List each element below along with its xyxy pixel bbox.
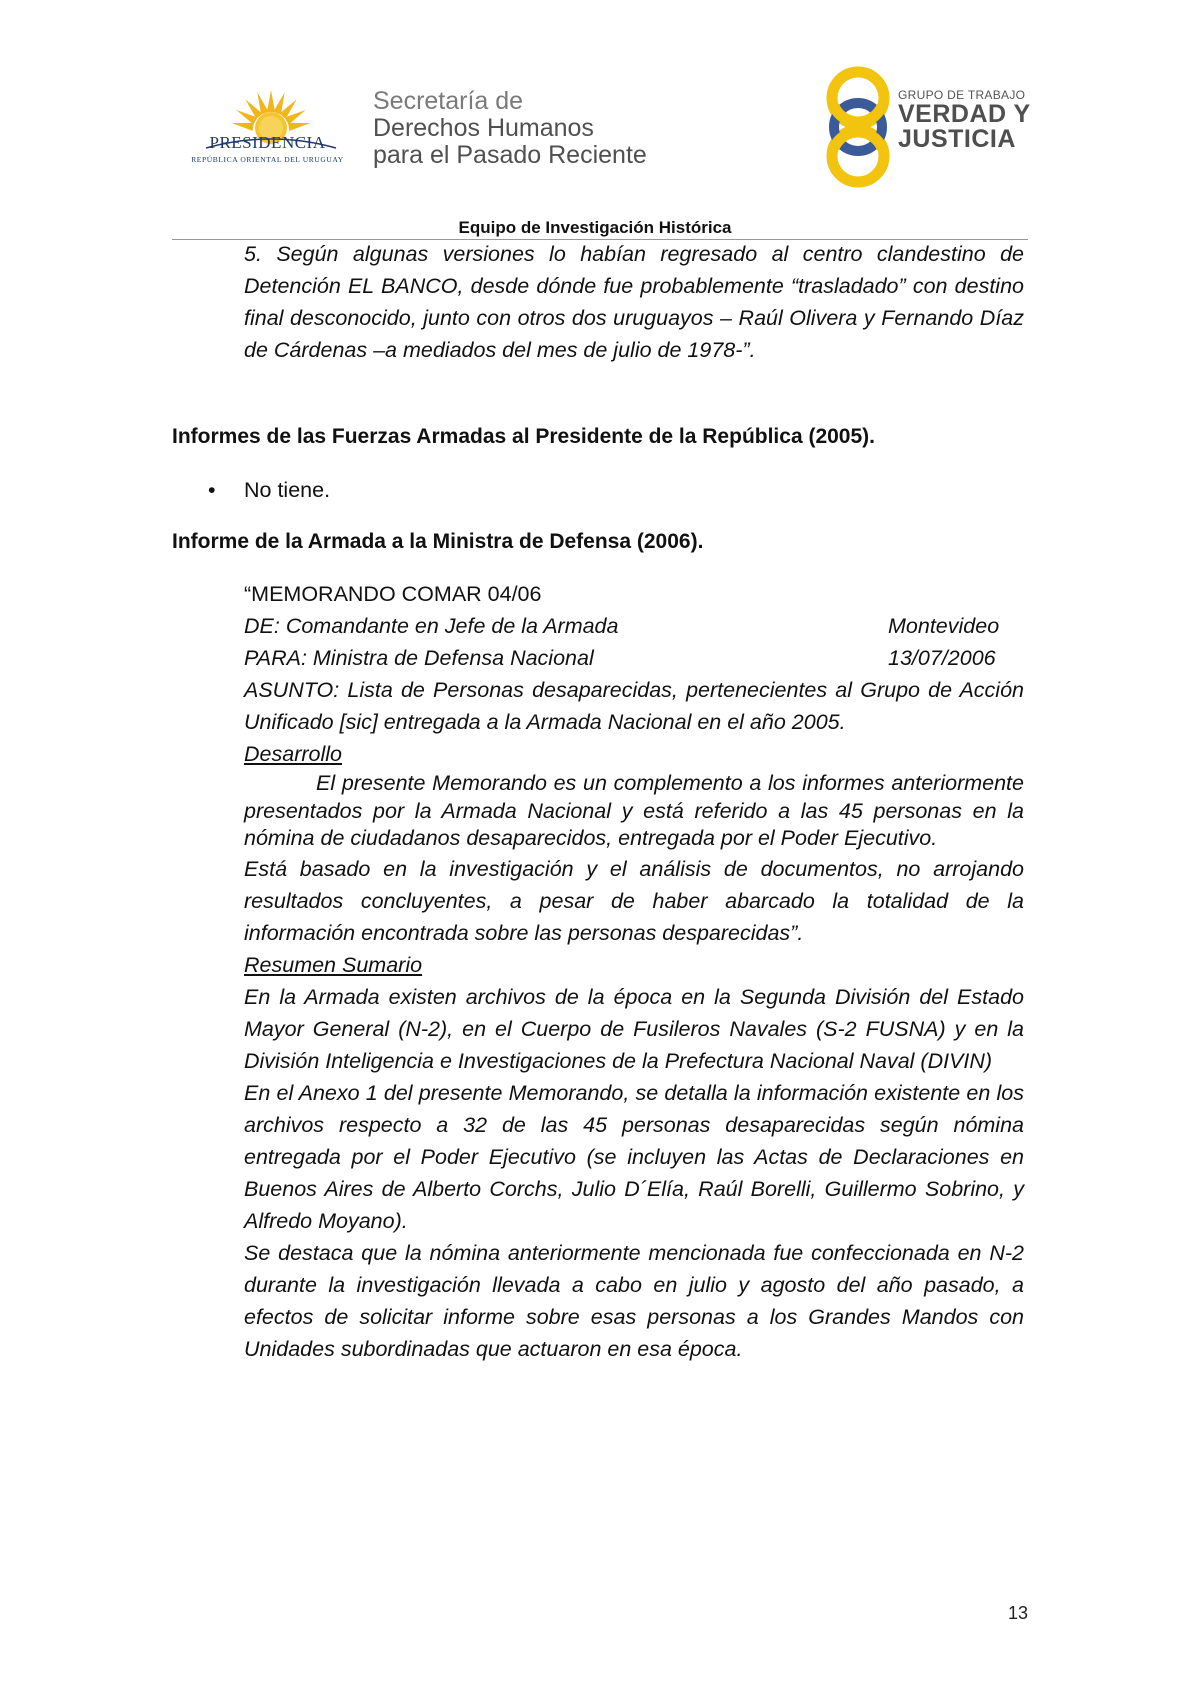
secretaria-name	[373, 88, 647, 169]
memo-block	[244, 578, 1024, 1365]
memo-from: DE: Comandante en Jefe de la Armada	[244, 614, 619, 638]
memo-paragraph-2: Está basado en la investigación y el análisis de documentos, no arrojando resultados concluyentes, a pesar de haber abarcado la totalidad de la información encontrada sobre las personas desparecidas”.	[244, 856, 1024, 945]
memo-to-row	[244, 642, 1024, 674]
section-heading-2: Informe de la Armada a la Ministra de Defensa (2006).	[172, 530, 704, 553]
section-desarrollo: Desarrollo	[244, 742, 342, 766]
verdad-justicia-text	[898, 88, 1031, 152]
memo-subject: ASUNTO: Lista de Personas desaparecidas, pertenecientes al Grupo de Acción Unificado [sic] entregada a la Armada Nacional en el año 2005.	[244, 678, 1024, 734]
memo-date: 13/07/2006	[888, 646, 996, 670]
section-resumen: Resumen Sumario	[244, 952, 423, 977]
page-number: 13	[1008, 1603, 1029, 1623]
memo-to: PARA: Ministra de Defensa Nacional	[244, 646, 594, 670]
memo-paragraph-5: Se destaca que la nómina anteriormente mencionada fue confeccionada en N-2 durante la investigación llevada a cabo en julio y agosto del año pasado, a efectos de solicitar informe sobre esas personas a los Grandes Mandos con Unidades subordinadas que actuaron en esa época.	[244, 1240, 1024, 1361]
grupo-label: GRUPO DE TRABAJO	[898, 88, 1026, 102]
list-item-text: No tiene.	[244, 478, 331, 502]
quote-paragraph: 5. Según algunas versiones lo habían regresado al centro clandestino de Detención EL BANCO, desde dónde fue probablemente “trasladado” con destino final desconocido, junto con otros dos uruguayos – Raúl Olivera y Fernando Díaz de Cárdenas –a mediados del mes de julio de 1978-”.	[244, 242, 1024, 362]
presidencia-title: PRESIDENCIA	[209, 133, 326, 152]
secretaria-line-3: para el Pasado Reciente	[373, 141, 647, 169]
memo-paragraph-4: En el Anexo 1 del presente Memorando, se detalla la información existente en los archivos respecto a 32 de las 45 personas desaparecidas según nómina entregada por el Poder Ejecutivo (se incluyen las Actas de Declaraciones en Buenos Aires de Alberto Corchs, Julio D´Elía, Raúl Borelli, Guillermo Sobrino, y Alfredo Moyano).	[244, 1080, 1024, 1233]
presidencia-subtitle: REPÚBLICA ORIENTAL DEL URUGUAY	[191, 155, 344, 164]
team-title: Equipo de Investigación Histórica	[458, 218, 732, 237]
memo-paragraph-3: En la Armada existen archivos de la época en la Segunda División del Estado Mayor General (N-2), en el Cuerpo de Fusileros Navales (S-2 FUSNA) y en la División Inteligencia e Investigaciones de la Prefectura Nacional Naval (DIVIN)	[244, 984, 1024, 1073]
secretaria-line-1: Secretaría de	[373, 87, 524, 115]
memo-place: Montevideo	[888, 614, 1000, 638]
secretaria-line-2: Derechos Humanos	[373, 114, 594, 142]
list-item	[208, 478, 330, 503]
memo-from-row	[244, 610, 1024, 642]
bullet-icon: •	[208, 478, 216, 502]
page-header	[180, 70, 1040, 220]
memo-title: “MEMORANDO COMAR 04/06	[244, 582, 542, 606]
memo-paragraph-1: El presente Memorando es un complemento a los informes anteriormente presentados por la Armada Nacional y está referido a las 45 personas en la nómina de ciudadanos desaparecidos, entregada por el Poder Ejecutivo.	[244, 771, 1024, 850]
verdad-label: VERDAD Y	[898, 100, 1031, 128]
verdad-justicia-rings-icon	[820, 62, 900, 192]
presidencia-sun-icon	[196, 82, 346, 182]
justicia-label: JUSTICIA	[898, 125, 1016, 153]
section-heading-1: Informes de las Fuerzas Armadas al Presidente de la República (2005).	[172, 425, 875, 448]
